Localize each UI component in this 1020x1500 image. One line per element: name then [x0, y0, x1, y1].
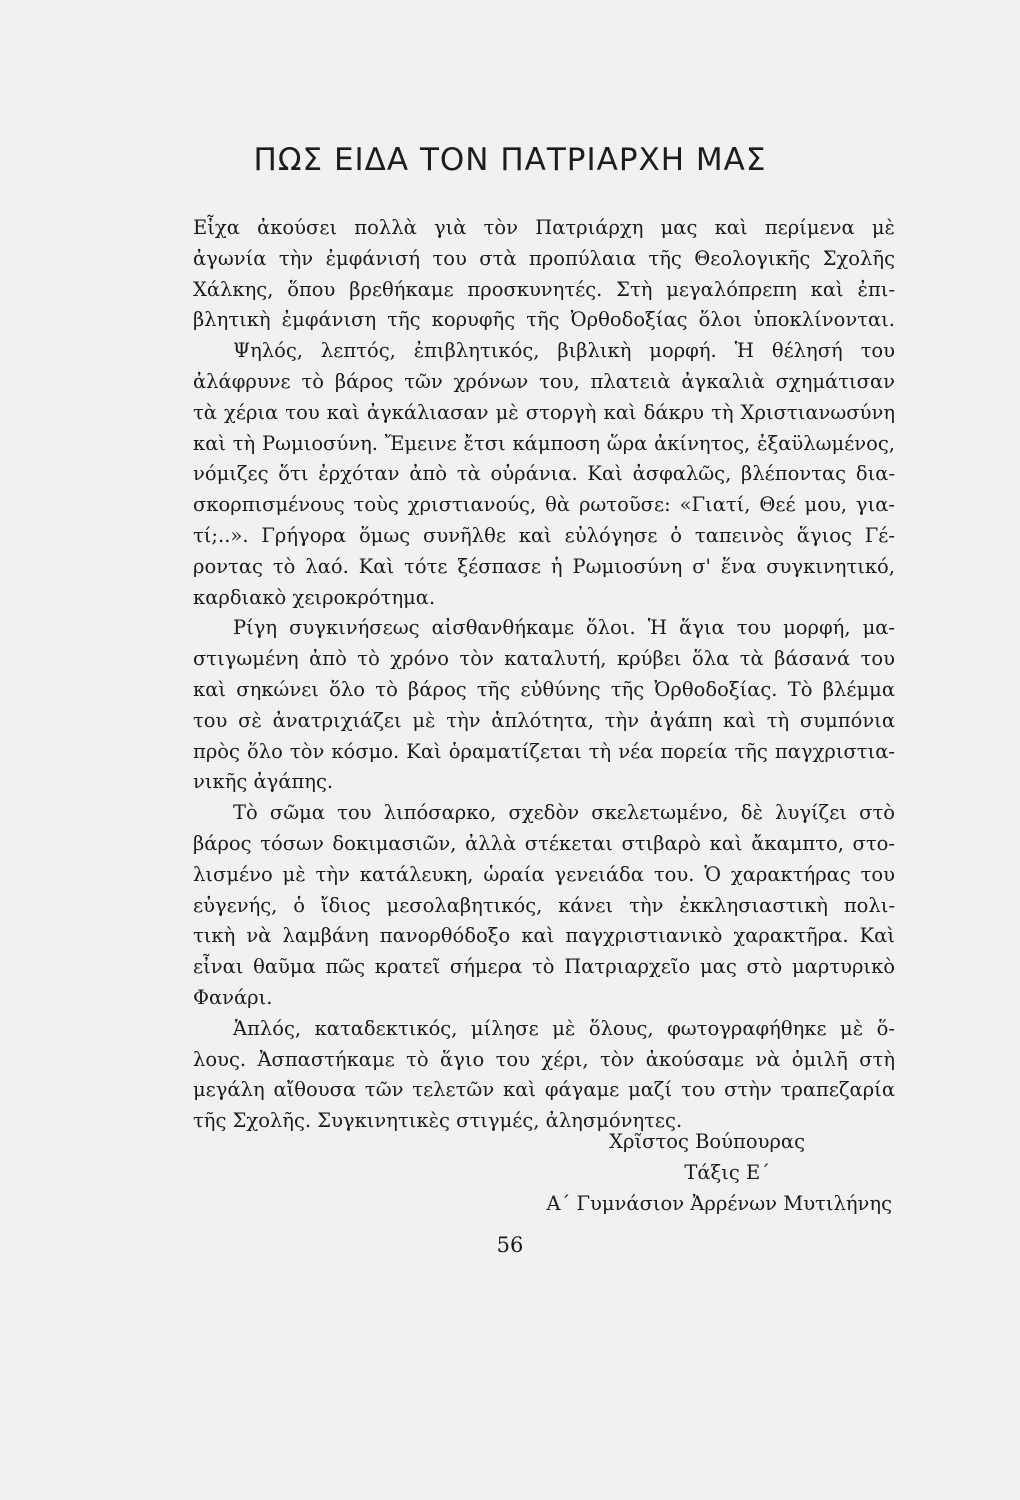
text-line: εἶναι θαῦμα πῶς κρατεῖ σήμερα τὸ Πατριαρχεῖο μας στὸ μαρτυρικὸ — [193, 955, 895, 979]
text-line: Εἶχα ἀκούσει πολλὰ γιὰ τὸν Πατριάρχη μας καὶ περίμενα μὲ — [193, 216, 895, 239]
text-line: Ψηλός, λεπτός, ἐπιβλητικός, βιβλικὴ μορφή. Ἡ θέλησή του — [233, 339, 895, 363]
text-line: Ἁπλός, καταδεκτικός, μίλησε μὲ ὅλους, φωτογραφήθηκε μὲ ὅ- — [233, 1016, 895, 1040]
text-line: ἀγωνία τὴν ἐμφάνισή του στὰ προπύλαια τῆς Θεολογικῆς Σχολῆς — [193, 246, 895, 270]
signature-block — [546, 1126, 892, 1219]
text-line: τικὴ νὰ λαμβάνη πανορθόδοξο καὶ παγχριστιανικὸ χαρακτῆρα. Καὶ — [193, 924, 895, 948]
text-line: λους. Ἀσπαστήκαμε τὸ ἅγιο του χέρι, τὸν ἀκούσαμε νὰ ὁμιλῆ στὴ — [193, 1047, 895, 1071]
text-line: του σὲ ἀνατριχιάζει μὲ τὴν ἁπλότητα, τὴν ἀγάπη καὶ τὴ συμπόνια — [193, 708, 895, 732]
paragraph-3 — [193, 613, 895, 798]
text-line: Τὸ σῶμα του λιπόσαρκο, σχεδὸν σκελετωμένο, δὲ λυγίζει στὸ — [233, 801, 895, 825]
text-line: λισμένο μὲ τὴν κατάλευκη, ὡραία γενειάδα του. Ὁ χαρακτήρας του — [193, 862, 895, 886]
text-line: καὶ τὴ Ρωμιοσύνη. Ἔμεινε ἔτσι κάμποση ὥρα ἀκίνητος, ἐξαϋλωμένος, — [193, 431, 895, 455]
text-line: Φανάρι. — [193, 985, 273, 1009]
author-school: Α΄ Γυμνάσιον Ἀρρένων Μυτιλήνης — [546, 1192, 892, 1215]
text-line: τὰ χέρια του καὶ ἀγκάλιασαν μὲ στοργὴ καὶ δάκρυ τὴ Χριστιανωσύνη — [193, 400, 895, 424]
text-line: σκορπισμένους τοὺς χριστιανούς, θὰ ρωτοῦσε: «Γιατί, Θεέ μου, για- — [193, 493, 895, 517]
text-line: ροντας τὸ λαό. Καὶ τότε ξέσπασε ἡ Ρωμιοσύνη σ' ἕνα συγκινητικό, — [193, 554, 895, 578]
text-line: εὐγενής, ὁ ἴδιος μεσολαβητικός, κάνει τὴν ἐκκλησιαστικὴ πολι- — [193, 893, 895, 917]
page-number: 56 — [496, 1233, 524, 1257]
author-name: Χρῖστος Βούπουρας — [609, 1130, 805, 1153]
text-line: καὶ σηκώνει ὅλο τὸ βάρος τῆς εὐθύνης τῆς Ὀρθοδοξίας. Τὸ βλέμμα — [193, 677, 895, 701]
paragraph-1 — [193, 213, 895, 336]
article-title: ΠΩΣ ΕΙΔΑ ΤΟΝ ΠΑΤΡΙΑΡΧΗ ΜΑΣ — [253, 142, 767, 178]
text-line: στιγωμένη ἀπὸ τὸ χρόνο τὸν καταλυτή, κρύβει ὅλα τὰ βάσανά του — [193, 647, 895, 671]
text-line: Ρίγη συγκινήσεως αἰσθανθήκαμε ὅλοι. Ἡ ἅγια του μορφή, μα- — [233, 616, 895, 640]
text-line: μεγάλη αἴθουσα τῶν τελετῶν καὶ φάγαμε μαζί του στὴν τραπεζαρία — [193, 1078, 895, 1102]
text-line: βάρος τόσων δοκιμασιῶν, ἀλλὰ στέκεται στιβαρὸ καὶ ἄκαμπτο, στο- — [193, 831, 895, 855]
paragraph-2 — [193, 336, 895, 613]
text-line: νικῆς ἀγάπης. — [193, 770, 334, 794]
text-line: πρὸς ὅλο τὸν κόσμο. Καὶ ὁραματίζεται τὴ νέα πορεία τῆς παγχριστια- — [193, 739, 895, 763]
text-line: νόμιζες ὅτι ἐρχόταν ἀπὸ τὰ οὐράνια. Καὶ ἀσφαλῶς, βλέποντας δια- — [193, 462, 895, 486]
text-line: βλητικὴ ἐμφάνιση τῆς κορυφῆς τῆς Ὀρθοδοξίας ὅλοι ὑποκλίνονται. — [193, 308, 895, 332]
text-line: τῆς Σχολῆς. Συγκινητικὲς στιγμές, ἀλησμόνητες. — [193, 1109, 683, 1133]
text-line: Χάλκης, ὅπου βρεθήκαμε προσκυνητές. Στὴ μεγαλόπρεπη καὶ ἐπι- — [193, 277, 895, 301]
text-line: καρδιακὸ χειροκρότημα. — [193, 585, 436, 609]
paragraph-4 — [193, 798, 895, 1014]
author-class: Τάξις Ε΄ — [684, 1161, 770, 1184]
text-line: τί;..». Γρήγορα ὅμως συνῆλθε καὶ εὐλόγησε ὁ ταπεινὸς ἅγιος Γέ- — [193, 523, 895, 547]
paragraph-5 — [193, 1014, 895, 1137]
text-line: ἀλάφρυνε τὸ βάρος τῶν χρόνων του, πλατειὰ ἀγκαλιὰ σχημάτισαν — [193, 369, 895, 393]
article-body — [193, 213, 895, 1137]
